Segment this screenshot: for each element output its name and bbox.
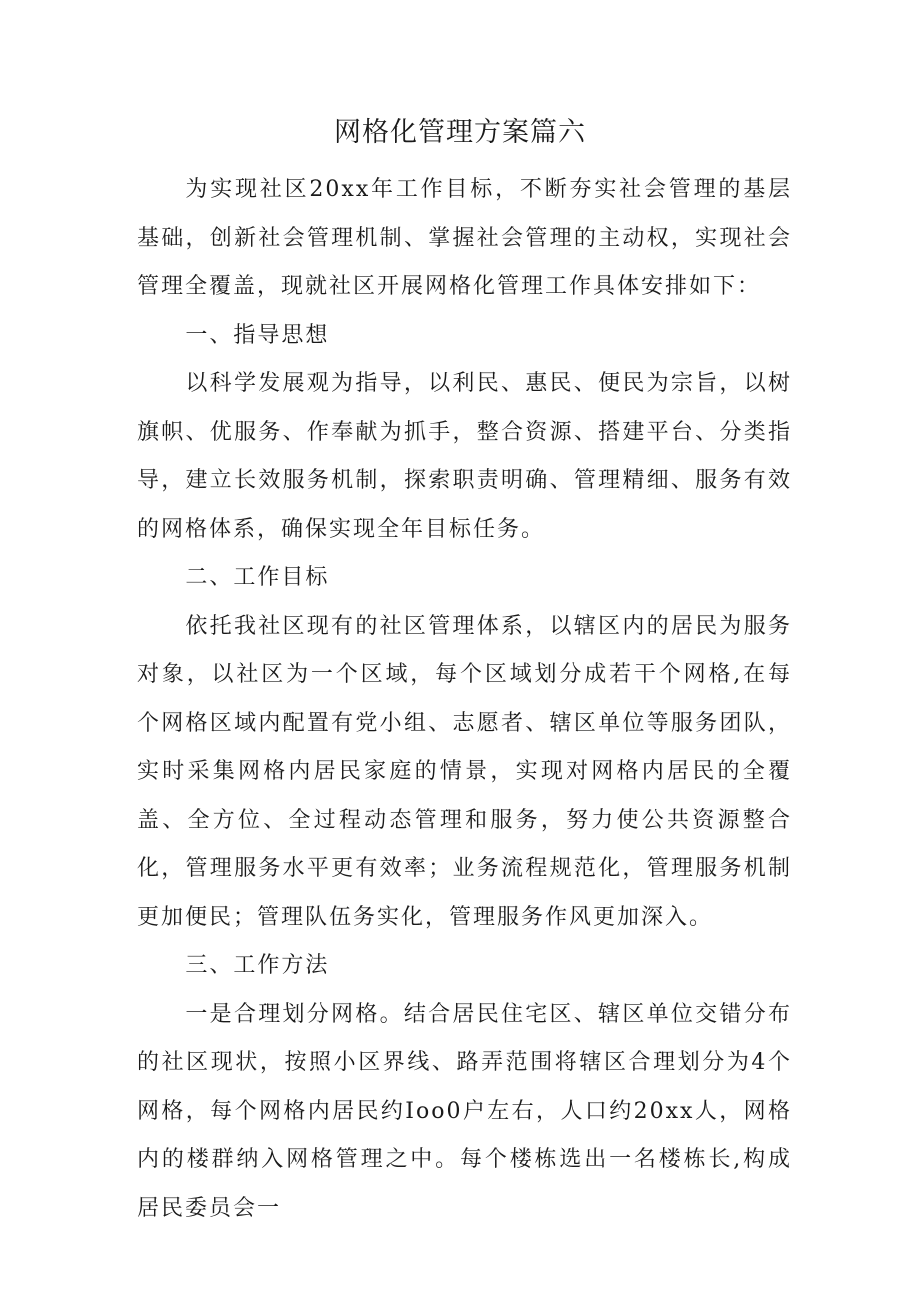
paragraph-work-goals: 依托我社区现有的社区管理体系，以辖区内的居民为服务对象，以社区为一个区域，每个区域划分成若干个网格,在每个网格区域内配置有党小组、志愿者、辖区单位等服务团队，实时采集网格内居民家庭的情景，实现对网格内居民的全覆盖、全方位、全过程动态管理和服务，努力使公共资源整合化，管理服务水平更有效率；业务流程规范化，管理服务机制更加便民；管理队伍务实化，管理服务作风更加深入。 <box>137 613 792 930</box>
page-title: 网格化管理方案篇六 <box>334 117 586 148</box>
paragraph-work-methods: 一是合理划分网格。结合居民住宅区、辖区单位交错分布的社区现状，按照小区界线、路弄范围将辖区合理划分为4个网格，每个网格内居民约Ioo0户左右，人口约20xx人，网格内的楼群纳入网格管理之中。每个楼栋选出一名楼栋长,构成居民委员会一 <box>137 1001 792 1221</box>
section-heading-work-methods: 三、工作方法 <box>185 953 330 978</box>
document-body <box>137 166 792 1233</box>
paragraph-intro: 为实现社区20xx年工作目标，不断夯实社会管理的基层基础，创新社会管理机制、掌握社会管理的主动权，实现社会管理全覆盖，现就社区开展网格化管理工作具体安排如下： <box>137 177 792 299</box>
paragraph-guiding-ideology: 以科学发展观为指导，以利民、惠民、便民为宗旨，以树旗帜、优服务、作奉献为抓手，整合资源、搭建平台、分类指导，建立长效服务机制，探索职责明确、管理精细、服务有效的网格体系，确保实现全年目标任务。 <box>137 371 792 542</box>
section-heading-work-goals: 二、工作目标 <box>185 565 330 590</box>
section-heading-guiding-ideology: 一、指导思想 <box>185 322 330 348</box>
